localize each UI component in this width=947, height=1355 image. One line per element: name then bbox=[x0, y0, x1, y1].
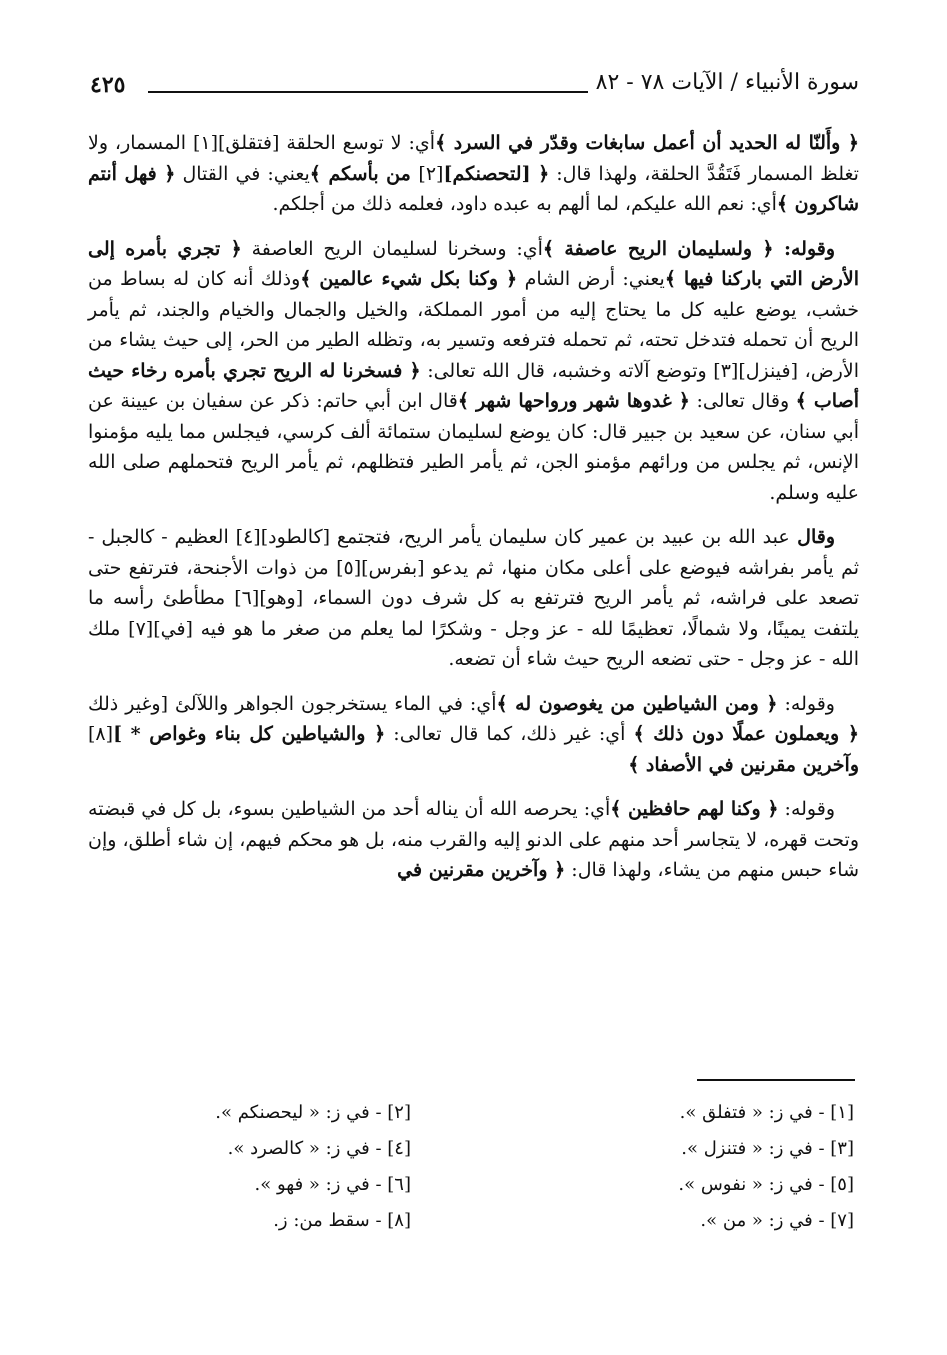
text-run: [٢] bbox=[418, 162, 444, 185]
page-body bbox=[88, 128, 859, 900]
text-run: أي: لا توسع الحلقة [فتقلق] bbox=[218, 132, 436, 154]
quran-text: ﴿ والشياطين كل بناء وغواص * ] bbox=[113, 723, 386, 745]
quran-text: وقال bbox=[789, 526, 835, 548]
text-run: المسمار، ولا تغلظ المسمار فَتَقُدَّ الحلقة، ولهذا قال: bbox=[88, 132, 859, 185]
page-header bbox=[90, 66, 859, 106]
quran-text: ﴿ ويعملون عملًا دون ذلك ﴾ bbox=[633, 723, 859, 745]
text-run: يعني: أرض الشام bbox=[517, 268, 665, 290]
text-run: قال ابن أبي حاتم: ذكر عن سفيان بن عيينة عن أبي سنان، عن سعيد بن جبير قال: كان يوضع لسليمان ستمائة ألف كرسي، فيجلس مما يليه مؤمنوا الإنس، ثم يجلس من ورائهم مؤمنو الجن، ثم يأمر الطير فتظلهم، ثم يأمر الريح فتحملهم صلى الله عليه وسلم. bbox=[88, 390, 859, 504]
footnote-row bbox=[88, 1130, 859, 1166]
text-run: وقوله: bbox=[778, 798, 835, 820]
body-paragraph bbox=[88, 689, 859, 781]
text-run: [٤] bbox=[235, 526, 261, 548]
footnote-rule bbox=[697, 1079, 855, 1081]
text-run: أي: غير ذلك، كما قال تعالى: bbox=[385, 723, 634, 745]
text-run: [٥] bbox=[336, 556, 362, 579]
quran-text: ﴿ وأَلنّا له الحديد أن أعمل سابغات وقدّر في السرد ﴾ bbox=[435, 132, 859, 154]
text-run: من ذوات الأجنحة، فترتفع حتى تصعد على فراشه، ثم يأمر الريح فترتفع به كل شرف دون السماء، [وهو] bbox=[88, 556, 859, 609]
footnote: [٨] - سقط من: ز. bbox=[273, 1209, 411, 1231]
quran-text: ﴿ فهل أنتم شاكرون ﴾ bbox=[88, 162, 859, 215]
footnote: [٤] - في ز: « كالصرد ». bbox=[227, 1137, 411, 1159]
footnote-row bbox=[88, 1166, 859, 1202]
text-run: عبد الله بن عبيد بن عمير كان سليمان يأمر الريح، فتجتمع [كالطود] bbox=[260, 526, 790, 548]
quran-text: ﴿ وكنا لهم حافظين ﴾ bbox=[610, 798, 779, 820]
body-paragraph bbox=[88, 234, 859, 509]
footnote: [٦] - في ز: « فهو ». bbox=[254, 1173, 411, 1195]
body-paragraph bbox=[88, 522, 859, 675]
text-run: أي: في الماء يستخرجون الجواهر واللآلئ [وغير ذلك bbox=[88, 692, 497, 715]
text-run: [١] bbox=[192, 132, 219, 154]
footnote: [٥] - في ز: « نفوس ». bbox=[678, 1173, 854, 1195]
text-run: مطأطئ رأسه ما يلتفت يمينًا، ولا شمالًا، تعظيمًا لله - عز وجل - وشكرًا لما يعلم من صغر ما هو فيه [في] bbox=[88, 587, 859, 640]
running-title: سورة الأنبياء / الآيات ٧٨ - ٨٢ bbox=[595, 70, 859, 95]
text-run: وذلك أنه كان له بساط من خشب، يوضع عليه كل ما يحتاج إليه من أمور المملكة، والخيل والجمال والخيام والجند، ثم يأمر الريح أن تحمله فتدخل تحته، ثم تحمله فترفعه وتسير به، وتظله الطير من الحر، إلى حيث يشاء من الأرض، [فينزل] bbox=[88, 268, 859, 382]
text-run: [٣] bbox=[713, 359, 739, 382]
page-number: ٤٢٥ bbox=[90, 72, 126, 98]
text-run: وقال تعالى: bbox=[689, 390, 796, 412]
text-run: [٨] bbox=[88, 723, 114, 745]
footnote-row bbox=[88, 1202, 859, 1238]
text-run: أي: نعم الله عليكم، لما ألهم به عبده داود، فعلمه ذلك من أجلكم. bbox=[272, 193, 777, 215]
quran-text: وقوله: bbox=[773, 237, 836, 260]
footnote: [٧] - في ز: « من ». bbox=[700, 1209, 854, 1231]
quran-text: وآخرين مقرنين في الأصفاد ﴾ bbox=[628, 753, 859, 776]
quran-text: ﴿ ولسليمان الريح عاصفة ﴾ bbox=[542, 237, 774, 260]
quran-text: ﴿ وآخرين مقرنين في bbox=[397, 859, 566, 881]
footnote: [٢] - في ز: « ليحصنكم ». bbox=[215, 1101, 411, 1123]
text-run: أي: يحرصه الله أن يناله أحد من الشياطين بسوء، بل كل في قبضته وتحت قهره، لا يتجاسر أحد منهم على الدنو إليه والقرب منه، بل هو محكم فيهم، إن شاء أطلق، وإن شاء حبس منهم من يشاء، ولهذا قال: bbox=[88, 798, 859, 881]
text-run: ملك الله - عز وجل - حتى تضعه الريح حيث شاء أن تضعه. bbox=[88, 617, 859, 670]
quran-text: ﴿ تجري بأمره إلى الأرض التي باركنا فيها ﴾ bbox=[88, 237, 859, 290]
text-run: وقوله: bbox=[777, 692, 835, 715]
body-paragraph bbox=[88, 128, 859, 220]
footnote: [٣] - في ز: « فتنزل ». bbox=[681, 1137, 854, 1159]
text-run: يعني: في القتال bbox=[175, 162, 310, 185]
text-run: العظيم - كالجبل - ثم يأمر بفراشه فيوضع على أعلى مكان منها، ثم يدعو [بفرس] bbox=[88, 526, 860, 579]
header-rule bbox=[148, 91, 588, 93]
body-paragraph bbox=[88, 794, 859, 886]
quran-text: ﴿ غدوها شهر ورواحها شهر ﴾ bbox=[457, 390, 690, 412]
quran-text: ﴿ فسخرنا له الريح تجري بأمره رخاء حيث أصاب ﴾ bbox=[88, 359, 859, 412]
text-run: أي: وسخرنا لسليمان الريح العاصفة bbox=[241, 237, 543, 260]
footnote-row bbox=[88, 1094, 859, 1130]
text-run: [٦] bbox=[234, 587, 260, 609]
footnotes bbox=[88, 1094, 859, 1238]
quran-text: ﴿ وكنا بكل شيء عالمين ﴾ bbox=[300, 268, 518, 290]
text-run: [٧] bbox=[128, 617, 154, 640]
quran-text: من بأسكم ﴾ bbox=[309, 162, 419, 185]
quran-text: ﴿ [لتحصنكم] bbox=[443, 162, 550, 185]
quran-text: ﴿ ومن الشياطين من يغوصون له ﴾ bbox=[496, 692, 778, 715]
footnote: [١] - في ز: « فتفلق ». bbox=[679, 1101, 854, 1123]
text-run: وتوضع آلاته وخشبه، قال الله تعالى: bbox=[420, 359, 714, 382]
